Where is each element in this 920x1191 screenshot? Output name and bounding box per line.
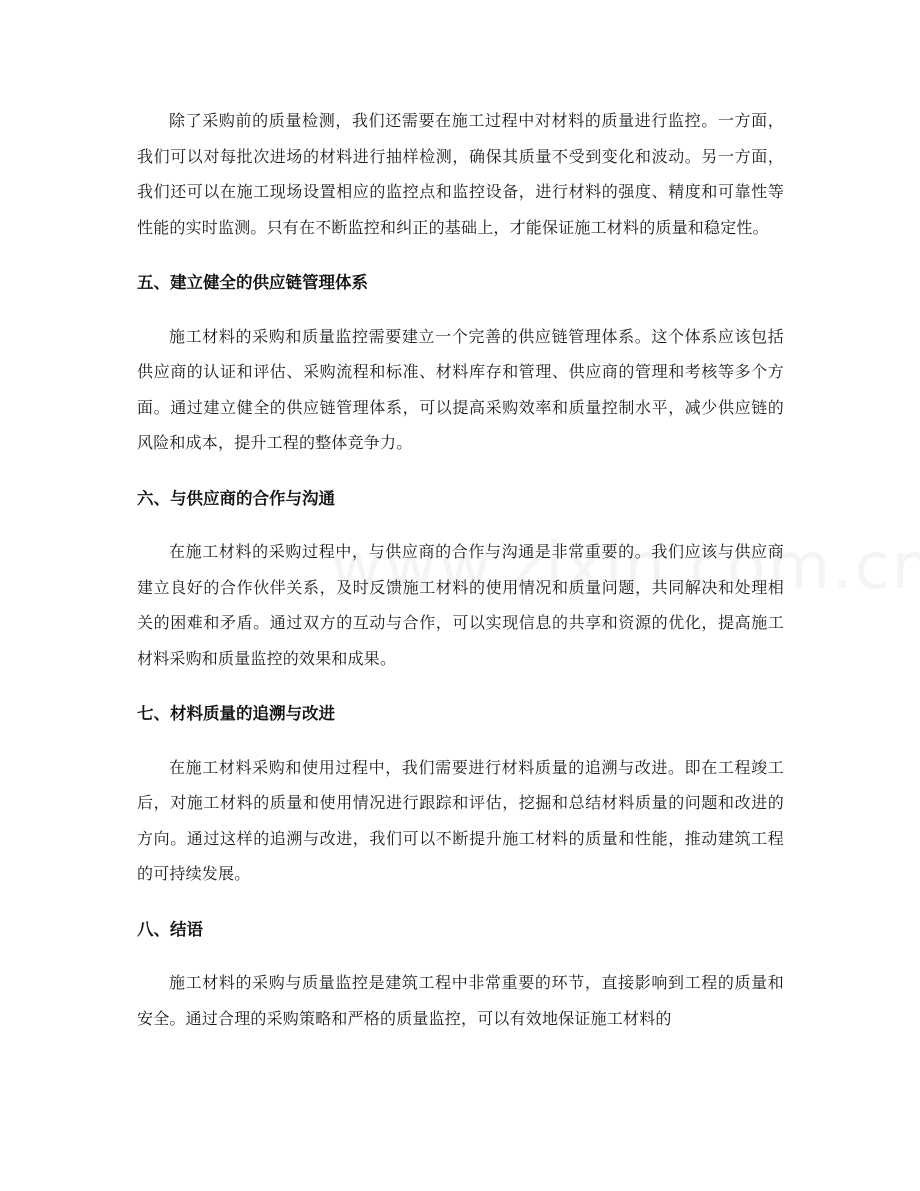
body-paragraph: 施工材料的采购和质量监控需要建立一个完善的供应链管理体系。这个体系应该包括供应商的认证和评估、采购流程和标准、材料库存和管理、供应商的管理和考核等多个方面。通过建立健全的供应链管理体系，可以提高采购效率和质量控制水平，减少供应链的风险和成本，提升工程的整体竞争力。 xyxy=(137,326,784,452)
body-paragraph: 除了采购前的质量检测，我们还需要在施工过程中对材料的质量进行监控。一方面，我们可以对每批次进场的材料进行抽样检测，确保其质量不受到变化和波动。另一方面，我们还可以在施工现场设置相应的监控点和监控设备，进行材料的强度、精度和可靠性等性能的实时监测。只有在不断监控和纠正的基础上，才能保证施工材料的质量和稳定性。 xyxy=(137,111,784,237)
section-heading: 六、与供应商的合作与沟通 xyxy=(137,488,335,508)
body-paragraph: 在施工材料的采购过程中，与供应商的合作与沟通是非常重要的。我们应该与供应商建立良好的合作伙伴关系，及时反馈施工材料的使用情况和质量问题，共同解决和处理相关的困难和矛盾。通过双方的互动与合作，可以实现信息的共享和资源的优化，提高施工材料采购和质量监控的效果和成果。 xyxy=(137,542,784,668)
body-paragraph: 在施工材料采购和使用过程中，我们需要进行材料质量的追溯与改进。即在工程竣工后，对施工材料的质量和使用情况进行跟踪和评估，挖掘和总结材料质量的问题和改进的方向。通过这样的追溯与改进，我们可以不断提升施工材料的质量和性能，推动建筑工程的可持续发展。 xyxy=(137,757,784,883)
document-page xyxy=(137,103,784,1036)
section-heading: 七、材料质量的追溯与改进 xyxy=(137,704,335,723)
section-heading: 八、结语 xyxy=(137,919,203,939)
section-heading: 五、建立健全的供应链管理体系 xyxy=(137,273,368,292)
body-paragraph: 施工材料的采购与质量监控是建筑工程中非常重要的环节，直接影响到工程的质量和安全。通过合理的采购策略和严格的质量监控，可以有效地保证施工材料的 xyxy=(137,973,784,1028)
